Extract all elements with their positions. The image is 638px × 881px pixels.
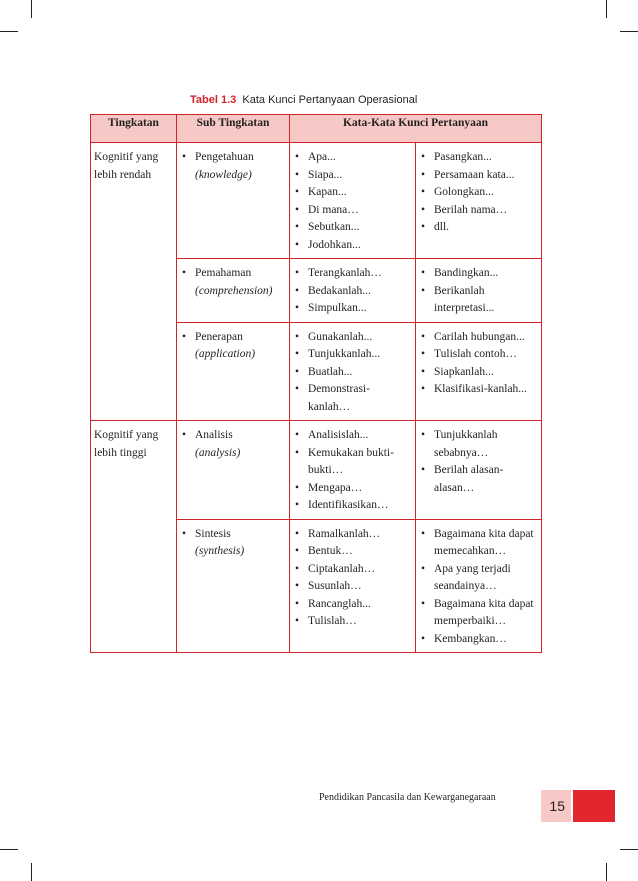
keyword-cell-1 [290,259,416,323]
table-header-row [91,115,542,143]
keyword-item: • Berilah nama… [419,202,538,220]
keyword-item: • Berilah alasan-alasan… [419,462,538,497]
keyword-item: • Tulislah… [293,613,412,631]
keyword-item: • Sebutkan... [293,219,412,237]
sub-level-name: Sintesis [195,527,231,540]
keyword-item: • Carilah hubungan... [419,329,538,347]
table-caption-text: Kata Kunci Pertanyaan Operasional [242,94,418,106]
sub-level-item [180,265,286,300]
table-body [91,143,542,653]
sub-level-cell [177,421,290,520]
keyword-item: • Kemukakan bukti-bukti… [293,445,412,480]
sub-level-cell [177,322,290,421]
keyword-item: • Buatlah... [293,364,412,382]
sub-level-english: (application) [195,348,256,360]
sub-level-cell [177,519,290,653]
keyword-item: • Analisislah... [293,427,412,445]
keyword-item: • Gunakanlah... [293,329,412,347]
table-caption-label: Tabel 1.3 [190,94,237,106]
keyword-item: • Siapkanlah... [419,364,538,382]
keyword-item: • Apa... [293,149,412,167]
sub-level-list [180,526,286,561]
crop-mark-bottom-left-horizontal [0,849,18,850]
keyword-item: • Bedakanlah... [293,283,412,301]
keyword-item: • Bentuk… [293,543,412,561]
sub-level-name: Penerapan [195,330,243,343]
keyword-list [293,329,412,417]
keyword-item: • Bagaimana kita dapat memperbaiki… [419,596,538,631]
keyword-item: • Di mana… [293,202,412,220]
table-row [91,421,542,520]
keyword-item: • dll. [419,219,538,237]
keyword-cell-2 [416,259,542,323]
sub-level-english: (knowledge) [195,168,252,181]
page-number-box [541,790,571,822]
keyword-item: • Ramalkanlah… [293,526,412,544]
sub-level-item [180,329,286,364]
sub-level-english: (comprehension) [195,284,273,297]
sub-level-item [180,149,286,184]
keyword-item: • Kembangkan… [419,631,538,649]
keyword-item: • Berikanlah interpretasi... [419,283,538,318]
page-number: 15 [549,798,565,814]
footer-book-title: Pendidikan Pancasila dan Kewarganegaraan [319,792,496,803]
keyword-item: • Apa yang terjadi seandainya… [419,561,538,596]
crop-mark-top-left-horizontal [0,31,18,32]
keyword-item: • Tunjukkanlah... [293,346,412,364]
crop-mark-bottom-left-vertical [31,863,32,881]
keyword-list [419,265,538,318]
keyword-item: • Bandingkan... [419,265,538,283]
keyword-list [293,149,412,254]
keyword-list [419,427,538,497]
keyword-item: • Susunlah… [293,578,412,596]
keyword-cell-2 [416,322,542,421]
keyword-item: • Jodohkan... [293,237,412,255]
keyword-item: • Klasifikasi-kanlah... [419,381,538,399]
keyword-item: • Pasangkan... [419,149,538,167]
keyword-item: • Terangkanlah… [293,265,412,283]
keyword-list [419,149,538,237]
keyword-item: • Tunjukkanlah sebabnya… [419,427,538,462]
keyword-item: • Persamaan kata... [419,167,538,185]
crop-mark-top-left-vertical [31,0,32,18]
keyword-table [90,114,542,653]
crop-mark-top-right-horizontal [620,31,638,32]
crop-mark-top-right-vertical [606,0,607,18]
keyword-item: • Bagaimana kita dapat memecahkan… [419,526,538,561]
sub-level-list [180,149,286,184]
crop-mark-bottom-right-vertical [606,863,607,881]
keyword-item: • Tulislah contoh… [419,346,538,364]
keyword-list [293,427,412,515]
sub-level-english: (synthesis) [195,545,245,557]
sub-level-item [180,526,286,561]
sub-level-list [180,265,286,300]
keyword-item: • Ciptakanlah… [293,561,412,579]
keyword-item: • Mengapa… [293,480,412,498]
keyword-cell-1 [290,322,416,421]
keyword-cell-1 [290,143,416,259]
keyword-list [293,265,412,318]
keyword-item: • Kapan... [293,184,412,202]
sub-level-name: Pengetahuan [195,151,254,163]
sub-level-name: Analisis [195,429,233,441]
sub-level-cell [177,259,290,323]
header-tingkatan: Tingkatan [91,115,177,143]
sub-level-item [180,427,286,462]
sub-level-cell [177,143,290,259]
level-cell: Kognitif yang lebih tinggi [91,421,177,653]
sub-level-name: Pemahaman [195,267,252,279]
keyword-item: • Golongkan... [419,184,538,202]
keyword-item: • Rancanglah... [293,596,412,614]
keyword-item: • Siapa... [293,167,412,185]
table-row [91,143,542,259]
sub-level-list [180,329,286,364]
keyword-item: • Simpulkan... [293,300,412,318]
keyword-list [419,526,538,649]
keyword-cell-2 [416,421,542,520]
sub-level-english: (analysis) [195,446,241,459]
keyword-list [419,329,538,399]
sub-level-list [180,427,286,462]
page-bar [573,790,615,822]
keyword-item: • Identifikasikan… [293,497,412,515]
keyword-cell-2 [416,519,542,653]
header-sub-tingkatan: Sub Tingkatan [177,115,290,143]
keyword-cell-1 [290,421,416,520]
header-kata-kunci: Kata-Kata Kunci Pertanyaan [290,115,542,143]
keyword-cell-1 [290,519,416,653]
keyword-cell-2 [416,143,542,259]
table-caption [190,94,417,106]
keyword-item: • Demonstrasi-kanlah… [293,381,412,416]
keyword-list [293,526,412,631]
level-cell: Kognitif yang lebih rendah [91,143,177,421]
crop-mark-bottom-right-horizontal [620,849,638,850]
